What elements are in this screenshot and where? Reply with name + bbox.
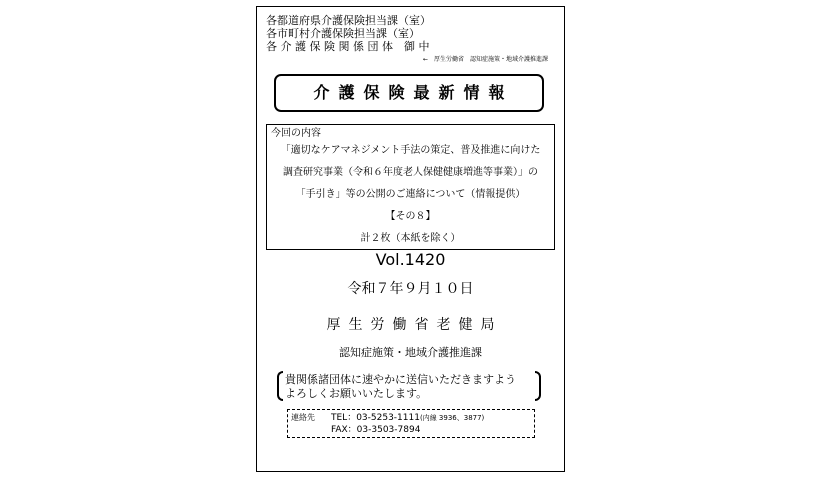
contact-tel-row [331, 412, 484, 424]
request-box [277, 371, 541, 403]
contact-label: 連絡先 [291, 413, 315, 422]
contact-tel: TEL：03-5253-1111 [331, 413, 420, 423]
issue-date: 令和７年９月１０日 [347, 281, 474, 297]
contact-box [287, 409, 535, 438]
contact-fax: FAX：03-3503-7894 [331, 425, 421, 435]
left-bracket [277, 371, 283, 401]
addressee-organizations: 各 介 護 保 険 関 係 団 体 御 中 [266, 40, 430, 53]
contents-line: 「手引き」等の公開のご連絡について（情報提供） [295, 189, 526, 200]
contents-line: 調査研究事業（令和６年度老人保健健康増進等事業）」の [283, 167, 538, 178]
headline-box [274, 74, 544, 112]
addressee-municipalities: 各市町村介護保険担当課（室） [266, 27, 420, 40]
sender-line: ← 厚生労働省 認知症施策・地域介護推進課 [423, 56, 549, 63]
notice-page [256, 6, 565, 472]
addressee-prefectures: 各都道府県介護保険担当課（室） [266, 14, 431, 27]
request-line: よろしくお願いいたします。 [285, 387, 428, 400]
request-line: 貴関係諸団体に速やかに送信いただきますよう [285, 373, 516, 386]
volume-number: Vol.1420 [375, 250, 446, 269]
contents-page-count: 計２枚（本紙を除く） [360, 233, 461, 244]
contact-tel-extension: (内線 3936、3877) [419, 414, 485, 422]
division-name: 認知症施策・地域介護推進課 [339, 346, 482, 359]
right-bracket [535, 371, 541, 401]
headline-title: 介護保険最新情報 [313, 83, 514, 102]
contents-part-number: 【その８】 [385, 211, 436, 222]
contents-box [266, 124, 555, 250]
contents-line: 「適切なケアマネジメント手法の策定、普及推進に向けた [280, 145, 541, 156]
bureau-name: 厚生労働省老健局 [326, 317, 503, 333]
contents-heading: 今回の内容 [271, 128, 321, 139]
